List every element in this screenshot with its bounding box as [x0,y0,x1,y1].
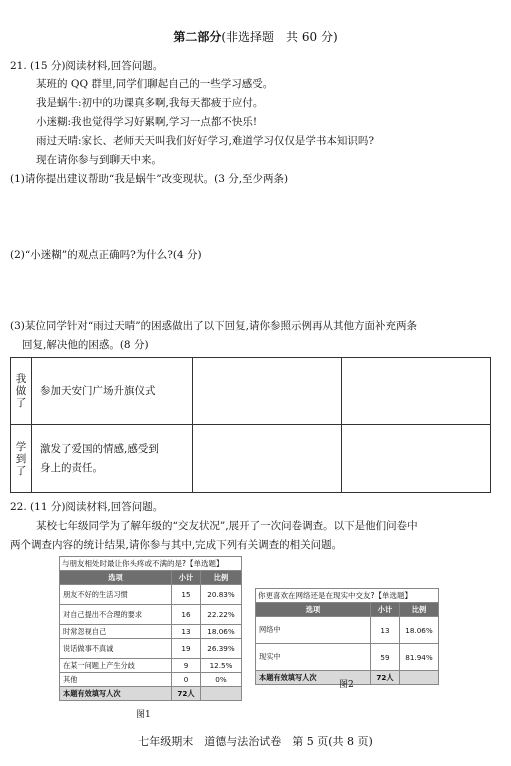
col-header: 小计 [172,571,201,585]
table-row: 在某一问题上产生分歧 9 12.5% [60,659,242,673]
fig2-table [255,602,439,685]
total-row: 本题有效填写人次 72人 [256,671,439,685]
q21-sub1: (1)请你提出建议帮助“我是蜗牛”改变现状。(3 分,至少两条) [10,173,289,185]
figure-2 [255,588,439,685]
blank-cell[interactable] [342,358,491,425]
blank-cell[interactable] [193,425,342,493]
total-row: 本题有效填写人次 72人 [60,687,242,701]
table-row: 说话做事不真诚 19 26.39% [60,639,242,659]
q22-para-line: 两个调查内容的统计结果,请你参与其中,完成下列有关调查的相关问题。 [10,539,343,551]
q21-sub3-line2: 回复,解决他的困惑。(8 分) [22,339,149,351]
col-header: 选项 [60,571,172,585]
part-title-bold: 第二部分 [173,30,222,44]
figure-1 [59,556,242,701]
table-row: 网络中 13 18.06% [256,617,439,644]
example-cell-learned: 激发了爱国的情感,感受到 身上的责任。 [32,425,193,493]
fig1-caption: 与朋友相处时最让你头疼或不满的是?【单选题】 [59,556,242,570]
q21-material-line: 现在请你参与到聊天中来。 [36,154,162,166]
blank-cell[interactable] [193,358,342,425]
table-row: 现实中 59 81.94% [256,644,439,671]
col-header: 比例 [400,603,439,617]
col-header: 小计 [371,603,400,617]
table-row: 时常忽视自己 13 18.06% [60,625,242,639]
blank-cell[interactable] [342,425,491,493]
q21-material-line: 小迷糊:我也觉得学习好累啊,学习一点都不快乐! [36,116,258,128]
q21-material-line: 雨过天晴:家长、老师天天叫我们好好学习,难道学习仅仅是学书本知识吗? [36,135,375,147]
fig2-caption: 你更喜欢在网络还是在现实中交友?【单选题】 [255,588,439,602]
fig1-table [59,570,242,701]
fig2-label: 图2 [339,680,354,690]
q21-material-line: 某班的 QQ 群里,同学们聊起自己的一些学习感受。 [36,78,274,90]
col-header: 选项 [256,603,371,617]
col-header: 比例 [201,571,242,585]
part-title [0,28,511,45]
answer-table [10,357,491,493]
table-row: 对自己提出不合理的要求 16 22.22% [60,605,242,625]
example-cell-did: 参加天安门广场升旗仪式 [32,358,193,425]
table-row: 其他 0 0% [60,673,242,687]
table-row: 朋友不好的生活习惯 15 20.83% [60,585,242,605]
q21-head: 21. (15 分)阅读材料,回答问题。 [10,60,164,72]
q21-material-line: 我是蜗牛:初中的功课真多啊,我每天都疲于应付。 [36,97,264,109]
fig1-label: 图1 [136,710,151,720]
part-title-rest: (非选择题 共 60 分) [221,30,338,44]
q22-para-line: 某校七年级同学为了解年级的“交友状况”,展开了一次问卷调查。以下是他们问卷中 [36,520,418,532]
row-head-did: 我 做 了 [11,358,32,425]
q21-sub3-line1: (3)某位同学针对“雨过天晴”的困惑做出了以下回复,请你参照示例再从其他方面补充两条 [10,320,417,332]
page-footer: 七年级期末 道德与法治试卷 第 5 页(共 8 页) [138,735,373,748]
q22-head: 22. (11 分)阅读材料,回答问题。 [10,501,164,513]
row-head-learned: 学 到 了 [11,425,32,493]
q21-sub2: (2)“小迷糊”的观点正确吗?为什么?(4 分) [10,249,202,261]
